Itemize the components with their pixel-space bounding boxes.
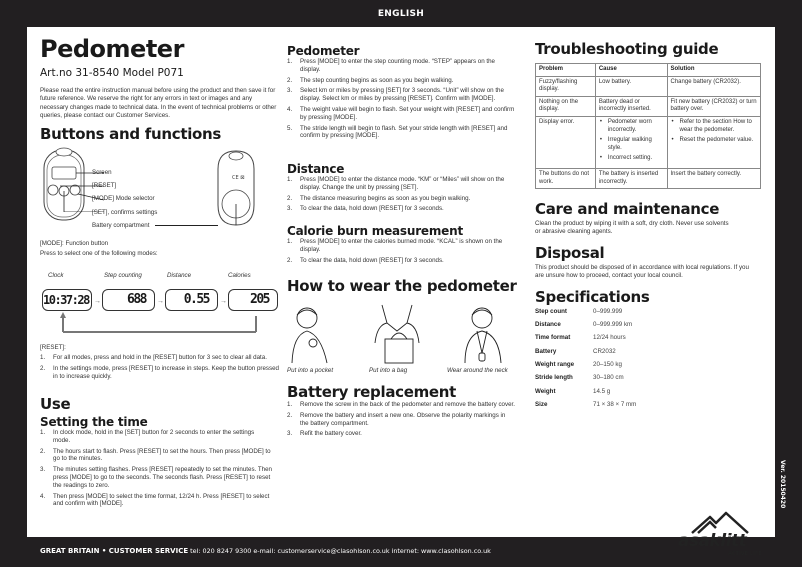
- list-item: 3. Select km or miles by pressing [SET] for 3 seconds. “Unit” will show on the display. Select km or miles by pressing [RESET]. Confirm with [MODE].: [287, 87, 504, 103]
- distance-heading: Distance: [287, 162, 345, 176]
- bag-figure-icon: [375, 305, 419, 363]
- caption-pocket: Put into a pocket: [287, 367, 334, 374]
- pedometer-steps: [287, 58, 515, 143]
- use-heading: Use: [40, 395, 71, 413]
- callout-screen: Screen: [92, 169, 112, 176]
- battery-callout-line: [155, 225, 218, 226]
- care-text: Clean the product by wiping it with a soft, dry cloth. Never use solvents or abrasive cleaning agents.: [535, 220, 729, 236]
- mode-label-clock: Clock: [48, 272, 64, 279]
- care-heading: Care and maintenance: [535, 200, 720, 218]
- language-header: ENGLISH: [377, 9, 425, 19]
- footer-region: GREAT BRITAIN • CUSTOMER SERVICE: [40, 547, 189, 555]
- pedometer-heading: Pedometer: [287, 44, 360, 58]
- brand-tagline: ACTIVE LIFE: [728, 551, 762, 557]
- page-title: Pedometer: [40, 35, 184, 63]
- brand-name: asaklitt: [678, 531, 747, 551]
- wearing-illustrations: [287, 303, 522, 365]
- neck-figure-icon: [465, 308, 501, 363]
- callout-set: [SET], confirms settings: [92, 209, 158, 216]
- mode-description: Press to select one of the following modes:: [40, 250, 158, 257]
- setting-time-steps: [40, 429, 273, 511]
- list-item: 3. The minutes setting flashes. Press [RESET] repeatedly to set the minutes. Then press [MODE] to go to the seconds. The seconds flash. Press [RESET] to reset the readings to zero.: [40, 466, 272, 489]
- device-back-illustration: [212, 149, 260, 227]
- list-item: 1. Press [MODE] to enter the calories burned mode. “KCAL” is shown on the display.: [287, 238, 503, 253]
- arrow-right-icon: →: [220, 298, 227, 305]
- battery-heading: Battery replacement: [287, 383, 457, 401]
- callout-reset: [RESET]: [92, 182, 117, 189]
- specifications-heading: Specifications: [535, 288, 650, 306]
- caption-neck: Wear around the neck: [447, 367, 508, 374]
- pocket-figure-icon: [292, 308, 327, 363]
- list-item: 5. The stride length will begin to flash. Set your stride length with [RESET] and confirm by pressing [MODE].: [287, 124, 508, 140]
- lcd-calories: 205: [228, 289, 278, 311]
- distance-steps: [287, 176, 515, 216]
- arrow-right-icon: →: [157, 298, 164, 305]
- disposal-text: This product should be disposed of in accordance with local regulations. If you are unsure how to proceed, contact your local council.: [535, 264, 749, 280]
- table-row: The buttons do not work. The battery is inserted incorrectly. Insert the battery correctly.: [536, 168, 761, 188]
- list-item: 4. The weight value will begin to flash. Set your weight with [RESET] and confirm by pressing [MODE].: [287, 105, 515, 121]
- mode-label-steps: Step counting: [104, 272, 142, 279]
- calorie-heading: Calorie burn measurement: [287, 224, 463, 238]
- list-item: 2. In the settings mode, press [RESET] to increase in steps. Keep the button pressed in to increase quickly.: [40, 364, 279, 380]
- arrow-right-icon: →: [94, 298, 101, 305]
- mode-label-distance: Distance: [167, 272, 192, 279]
- article-number: Art.no 31-8540 Model P071: [40, 67, 184, 79]
- list-item: 1. For all modes, press and hold in the [RESET] button for 3 sec to clear all data.: [40, 354, 267, 361]
- version-label: Ver. 20150420: [779, 460, 786, 509]
- lcd-distance: 0.55: [165, 289, 218, 311]
- list-item: 4. Then press [MODE] to select the time format, 12/24 h. Press [RESET] to select and confirm with [MODE].: [40, 492, 270, 508]
- lcd-clock: 10:37:28: [42, 289, 92, 311]
- list-item: 2. Remove the battery and insert a new one. Observe the polarity markings in the battery compartment.: [287, 411, 506, 427]
- mode-label: [MODE]: Function button: [40, 240, 109, 247]
- list-item: 3. Refit the battery cover.: [287, 430, 362, 438]
- wear-heading: How to wear the pedometer: [287, 277, 517, 295]
- table-header-row: Problem Cause Solution: [536, 64, 761, 77]
- buttons-functions-heading: Buttons and functions: [40, 125, 222, 143]
- brand-logo: [672, 511, 772, 556]
- caption-bag: Put into a bag: [369, 367, 408, 374]
- list-item: 1. In clock mode, hold in the [SET] button for 2 seconds to enter the settings mode.: [40, 429, 255, 444]
- list-item: 1. Press [MODE] to enter the distance mode. “KM” or “Miles” will show on the display. Change the unit by pressing [SET].: [287, 176, 505, 191]
- intro-text: Please read the entire instruction manual before using the product and then save it for future reference. We reserve the right for any errors in text or images and any necessary changes made to technical data. In the event of technical problems or other queries, please contact our Customer Services.: [40, 87, 277, 119]
- footer-contact-details: tel: 020 8247 9300 e-mail: customerservice@clasohlson.co.uk internet: www.clasohlson.co.uk: [188, 547, 491, 555]
- calorie-steps: [287, 238, 515, 267]
- list-item: 2. The step counting begins as soon as you begin walking.: [287, 76, 454, 84]
- list-item: 1. Press [MODE] to enter the step counting mode. “STEP” appears on the display.: [287, 58, 496, 73]
- table-row: Nothing on the display. Battery dead or incorrectly inserted. Fit new battery (CR2032) or turn battery over.: [536, 96, 761, 116]
- disposal-heading: Disposal: [535, 244, 605, 262]
- table-row: Display error. • Pedometer worn incorrectly. • Irregular walking style. • Incorrect setting. • Refer to the section How to wear the pedometer. • Reset the pedometer value.: [536, 116, 761, 168]
- list-item: 1. Remove the screw in the back of the pedometer and remove the battery cover.: [287, 401, 515, 408]
- table-row: Fuzzy/flashing display. Low battery. Change battery (CR2032).: [536, 76, 761, 96]
- reset-label: [RESET]:: [40, 344, 66, 351]
- specifications-list: Step count 0–999.999 Distance 0–999.999 km Time format 12/24 hours Battery CR2032 Weight range 20–150 kg Stride length 30–180 cm Weight 14.5 g Size 71 × 38 × 7 mm: [535, 308, 637, 408]
- footer-contact: [40, 547, 491, 555]
- list-item: 2. To clear the data, hold down [RESET] for 3 seconds.: [287, 256, 444, 264]
- troubleshooting-table: [535, 63, 761, 189]
- list-item: 3. To clear the data, hold down [RESET] for 3 seconds.: [287, 205, 444, 213]
- list-item: 2. The distance measuring begins as soon as you begin walking.: [287, 194, 471, 202]
- lcd-steps: 688: [102, 289, 155, 311]
- mode-cycle-diagram: [40, 289, 280, 349]
- battery-steps: [287, 401, 515, 441]
- mode-label-calories: Calories: [228, 272, 251, 279]
- svg-text:CE ⊠: CE ⊠: [232, 175, 245, 181]
- list-item: 2. The hours start to flash. Press [RESET] to set the hours. Then press [MODE] to go to the minutes.: [40, 447, 271, 463]
- callout-battery: Battery compartment: [92, 222, 150, 229]
- return-arrow-icon: [60, 312, 260, 336]
- callout-mode: [MODE] Mode selector: [92, 195, 155, 202]
- reset-steps: [40, 354, 280, 383]
- setting-time-heading: Setting the time: [40, 415, 148, 429]
- troubleshooting-heading: Troubleshooting guide: [535, 40, 719, 58]
